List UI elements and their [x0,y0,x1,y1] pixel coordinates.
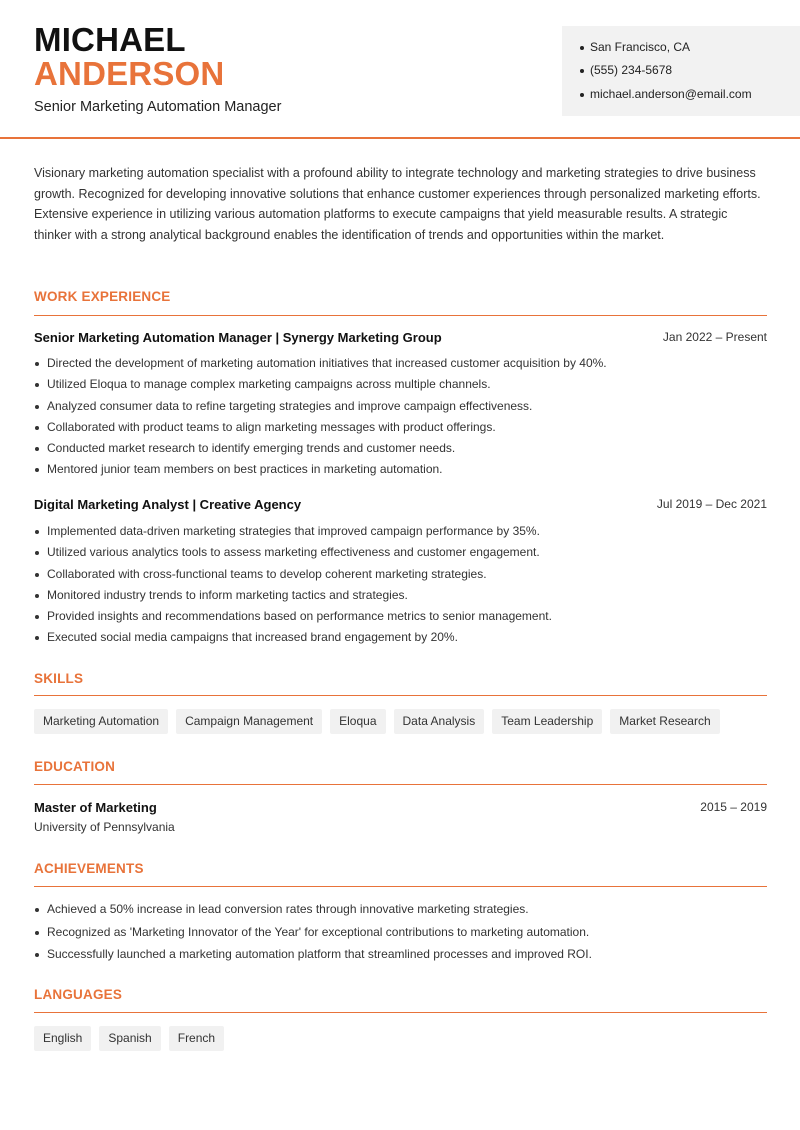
section-divider [34,784,767,785]
section-divider [34,695,767,696]
skill-chip: Eloqua [330,709,385,734]
job-dates: Jul 2019 – Dec 2021 [656,497,767,511]
education-degree: Master of Marketing [34,800,157,815]
last-name: ANDERSON [34,55,225,92]
education-dates: 2015 – 2019 [700,800,767,814]
skill-chip: Team Leadership [492,709,602,734]
language-chip: Spanish [99,1026,160,1051]
contact-box [562,26,800,116]
skill-chip: Market Research [610,709,719,734]
skill-chip: Data Analysis [394,709,485,734]
contact-email[interactable]: michael.anderson@email.com [590,87,752,101]
section-divider [34,315,767,316]
bullet-item: Collaborated with product teams to align marketing messages with product offerings. [34,419,767,440]
bullet-item: Directed the development of marketing automation initiatives that increased customer acquisition by 40%. [34,355,767,376]
contact-phone: (555) 234-5678 [590,63,673,77]
skill-chip: Campaign Management [176,709,322,734]
job-heading: Digital Marketing Analyst | Creative Agency [34,497,302,512]
job-title: Senior Marketing Automation Manager [34,99,282,115]
job-dates: Jan 2022 – Present [662,330,767,344]
contact-location: San Francisco, CA [590,40,691,54]
bullet-item: Implemented data-driven marketing strategies that improved campaign performance by 35%. [34,523,767,544]
bullet-item: Monitored industry trends to inform marketing tactics and strategies. [34,587,767,608]
language-chip: French [169,1026,224,1051]
achievements-list [34,901,767,969]
achievement-item: Successfully launched a marketing automation platform that streamlined processes and improved ROI. [34,946,767,969]
bullet-item: Executed social media campaigns that increased brand engagement by 20%. [34,629,767,650]
bullet-item: Analyzed consumer data to refine targeting strategies and improve campaign effectiveness. [34,398,767,419]
bullet-item: Conducted market research to identify emerging trends and customer needs. [34,440,767,461]
achievement-item: Achieved a 50% increase in lead conversion rates through innovative marketing strategies. [34,901,767,924]
skill-chip: Marketing Automation [34,709,168,734]
section-divider [34,886,767,887]
section-title-skills: SKILLS [34,671,84,686]
section-title-languages: LANGUAGES [34,987,123,1002]
profile-summary: Visionary marketing automation specialist with a profound ability to integrate technology and marketing strategies to drive business growth. Recognized for developing innovative solutions that enhance customer experiences through personalized marketing efforts. Extensive experience in utilizing various automation platforms to execute campaigns that yield measurable results. A strategic thinker with a strong analytical background enables the identification of trends and opportunities within the market. [34,166,761,242]
bullet-item: Mentored junior team members on best practices in marketing automation. [34,461,767,482]
job-bullets [34,523,767,651]
first-name: MICHAEL [34,21,186,58]
job-bullets [34,355,767,483]
education-school: University of Pennsylvania [34,820,175,834]
bullet-item: Utilized various analytics tools to assess marketing effectiveness and customer engagement. [34,544,767,565]
languages-list [34,1026,224,1051]
section-title-work: WORK EXPERIENCE [34,289,171,304]
bullet-item: Provided insights and recommendations based on performance metrics to senior management. [34,608,767,629]
skills-list [34,709,720,734]
job-heading: Senior Marketing Automation Manager | Synergy Marketing Group [34,330,442,345]
section-divider [34,1012,767,1013]
achievement-item: Recognized as 'Marketing Innovator of the Year' for exceptional contributions to marketing automation. [34,924,767,947]
section-title-achievements: ACHIEVEMENTS [34,861,144,876]
resume-header [0,0,800,139]
language-chip: English [34,1026,91,1051]
bullet-item: Collaborated with cross-functional teams to develop coherent marketing strategies. [34,566,767,587]
section-title-education: EDUCATION [34,759,116,774]
bullet-item: Utilized Eloqua to manage complex marketing campaigns across multiple channels. [34,376,767,397]
